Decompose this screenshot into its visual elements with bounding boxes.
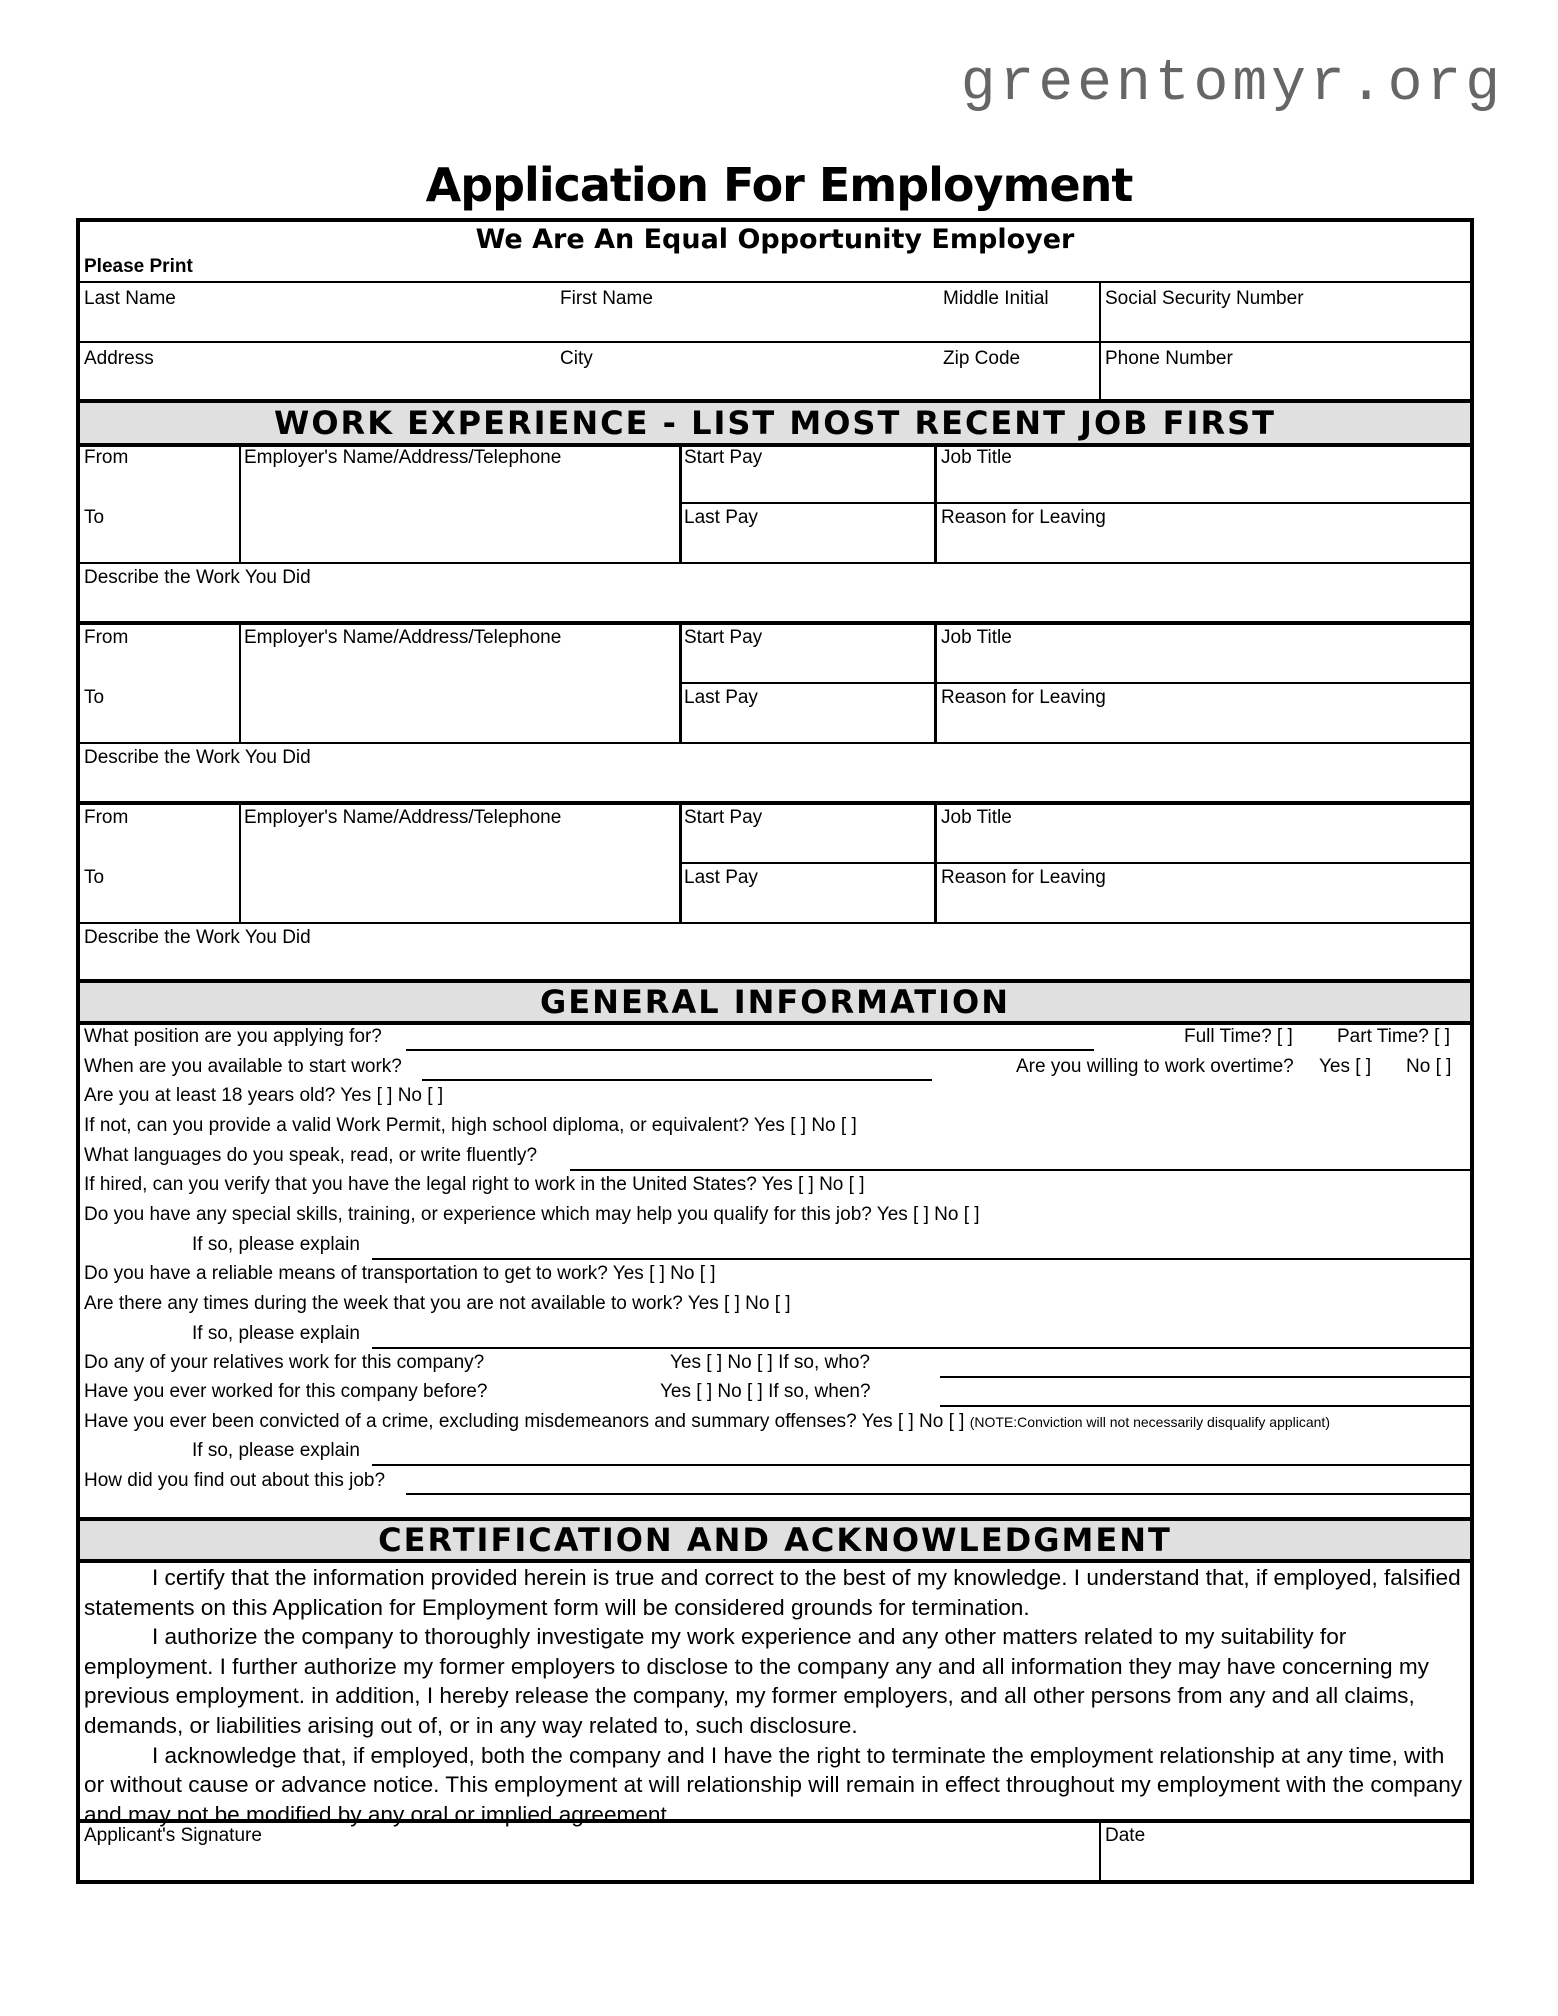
- divider: [1099, 281, 1101, 401]
- city-field[interactable]: City: [560, 348, 593, 369]
- from-field[interactable]: From: [84, 447, 129, 468]
- q-permit[interactable]: If not, can you provide a valid Work Permit, high school diploma, or equivalent? Yes [ ] No [ ]: [84, 1115, 857, 1136]
- employer-field[interactable]: Employer's Name/Address/Telephone: [244, 627, 562, 648]
- divider: [80, 562, 1470, 564]
- full-time-checkbox[interactable]: Full Time? [ ]: [1184, 1026, 1293, 1047]
- start-date-input[interactable]: [422, 1079, 932, 1081]
- start-pay-field[interactable]: Start Pay: [684, 627, 763, 648]
- from-field[interactable]: From: [84, 627, 129, 648]
- describe-work-field[interactable]: Describe the Work You Did: [84, 747, 311, 768]
- divider: [1099, 1821, 1101, 1880]
- watermark: greentomyr.org: [960, 52, 1504, 117]
- first-name-field[interactable]: First Name: [560, 288, 653, 309]
- from-field[interactable]: From: [84, 807, 129, 828]
- reason-for-leaving-field[interactable]: Reason for Leaving: [941, 687, 1106, 708]
- please-print-label: Please Print: [84, 256, 193, 277]
- divider: [80, 742, 1470, 744]
- to-field[interactable]: To: [84, 507, 105, 528]
- q-start-label: When are you available to start work?: [84, 1056, 402, 1077]
- q-relatives-label: Do any of your relatives work for this company?: [84, 1352, 485, 1373]
- middle-initial-field[interactable]: Middle Initial: [943, 288, 1049, 309]
- start-pay-field[interactable]: Start Pay: [684, 807, 763, 828]
- q-overtime-label: Are you willing to work overtime?: [1016, 1056, 1294, 1077]
- q-crime[interactable]: [84, 1411, 1330, 1433]
- divider: [80, 922, 1470, 924]
- address-field[interactable]: Address: [84, 348, 154, 369]
- job-title-field[interactable]: Job Title: [941, 807, 1012, 828]
- divider: [680, 682, 1470, 684]
- date-field[interactable]: Date: [1105, 1825, 1146, 1846]
- last-name-field[interactable]: Last Name: [84, 288, 176, 309]
- employer-field[interactable]: Employer's Name/Address/Telephone: [244, 447, 562, 468]
- ssn-field[interactable]: Social Security Number: [1105, 288, 1304, 309]
- divider: [239, 623, 241, 743]
- divider: [80, 341, 1470, 343]
- job-title-field[interactable]: Job Title: [941, 447, 1012, 468]
- job-title-field[interactable]: Job Title: [941, 627, 1012, 648]
- to-field[interactable]: To: [84, 867, 105, 888]
- q-worked-label: Have you ever worked for this company before?: [84, 1381, 488, 1402]
- part-time-checkbox[interactable]: Part Time? [ ]: [1337, 1026, 1450, 1047]
- crime-note: (NOTE:Conviction will not necessarily disqualify applicant): [969, 1414, 1330, 1430]
- worked-yes-no[interactable]: Yes [ ] No [ ] If so, when?: [660, 1381, 871, 1402]
- q-age[interactable]: Are you at least 18 years old? Yes [ ] No [ ]: [84, 1085, 444, 1106]
- application-form: [76, 218, 1474, 1884]
- q-crime-text: Have you ever been convicted of a crime, excluding misdemeanors and summary offenses? Yes [ ] No [ ]: [84, 1411, 965, 1432]
- job-block-2: [80, 623, 1470, 803]
- times-explain-label: If so, please explain: [192, 1323, 360, 1344]
- skills-explain-input[interactable]: [372, 1258, 1470, 1260]
- describe-work-field[interactable]: Describe the Work You Did: [84, 567, 311, 588]
- overtime-no-checkbox[interactable]: No [ ]: [1406, 1056, 1452, 1077]
- worked-when-input[interactable]: [940, 1405, 1470, 1407]
- job-block-3: [80, 803, 1470, 983]
- last-pay-field[interactable]: Last Pay: [684, 867, 758, 888]
- work-experience-heading: WORK EXPERIENCE - LIST MOST RECENT JOB FIRST: [80, 399, 1470, 447]
- relatives-who-input[interactable]: [940, 1376, 1470, 1378]
- reason-for-leaving-field[interactable]: Reason for Leaving: [941, 507, 1106, 528]
- certification-heading: CERTIFICATION AND ACKNOWLEDGMENT: [80, 1517, 1470, 1563]
- employer-field[interactable]: Employer's Name/Address/Telephone: [244, 807, 562, 828]
- cert-paragraph-2: I authorize the company to thoroughly investigate my work experience and any other matters related to my suitability for employment. I further authorize my former employers to disclose to the company any and all information they may have concerning my previous employment. in addition, I hereby release the company, my former employers, and all other persons from any and all claims, demands, or liabilities arising out of, or in any way related to, such disclosure.: [84, 1624, 1429, 1738]
- divider: [80, 281, 1470, 283]
- q-times[interactable]: Are there any times during the week that you are not available to work? Yes [ ] No [ ]: [84, 1293, 791, 1314]
- found-input[interactable]: [406, 1493, 1470, 1495]
- position-input[interactable]: [406, 1049, 1094, 1051]
- times-explain-input[interactable]: [372, 1347, 1470, 1349]
- phone-number-field[interactable]: Phone Number: [1105, 348, 1233, 369]
- last-pay-field[interactable]: Last Pay: [684, 687, 758, 708]
- overtime-yes-checkbox[interactable]: Yes [ ]: [1319, 1056, 1372, 1077]
- page-title: Application For Employment: [425, 158, 1133, 212]
- q-transport[interactable]: Do you have a reliable means of transportation to get to work? Yes [ ] No [ ]: [84, 1263, 716, 1284]
- zip-code-field[interactable]: Zip Code: [943, 348, 1021, 369]
- cert-paragraph-3: I acknowledge that, if employed, both the company and I have the right to terminate the employment relationship at any time, with or without cause or advance notice. This employment at will relationship will remain in effect throughout my employment with the company and may not be modified by any oral or implied agreement.: [84, 1742, 1463, 1827]
- divider: [239, 443, 241, 563]
- crime-explain-input[interactable]: [372, 1464, 1470, 1466]
- equal-opportunity-subtitle: We Are An Equal Opportunity Employer: [475, 224, 1075, 255]
- start-pay-field[interactable]: Start Pay: [684, 447, 763, 468]
- relatives-yes-no[interactable]: Yes [ ] No [ ] If so, who?: [670, 1352, 870, 1373]
- job-block-1: [80, 443, 1470, 623]
- divider: [239, 803, 241, 923]
- divider: [680, 862, 1470, 864]
- languages-input[interactable]: [570, 1169, 1470, 1171]
- last-pay-field[interactable]: Last Pay: [684, 507, 758, 528]
- divider: [680, 502, 1470, 504]
- certification-text: [84, 1563, 1466, 1829]
- to-field[interactable]: To: [84, 687, 105, 708]
- crime-explain-label: If so, please explain: [192, 1440, 360, 1461]
- skills-explain-label: If so, please explain: [192, 1234, 360, 1255]
- describe-work-field[interactable]: Describe the Work You Did: [84, 927, 311, 948]
- q-legal[interactable]: If hired, can you verify that you have the legal right to work in the United States? Yes [ ] No [ ]: [84, 1174, 865, 1195]
- cert-paragraph-1: I certify that the information provided herein is true and correct to the best of my knowledge. I understand that, if employed, falsified statements on this Application for Employment form will be considered grounds for termination.: [84, 1565, 1461, 1620]
- general-information-heading: GENERAL INFORMATION: [80, 979, 1470, 1025]
- reason-for-leaving-field[interactable]: Reason for Leaving: [941, 867, 1106, 888]
- q-found-label: How did you find out about this job?: [84, 1470, 386, 1491]
- divider: [80, 1819, 1470, 1823]
- signature-field[interactable]: Applicant's Signature: [84, 1825, 262, 1846]
- q-skills[interactable]: Do you have any special skills, training, or experience which may help you qualify for this job? Yes [ ] No [ ]: [84, 1204, 980, 1225]
- q-languages-label: What languages do you speak, read, or write fluently?: [84, 1145, 538, 1166]
- certification-section: [80, 1563, 1470, 1827]
- q-position-label: What position are you applying for?: [84, 1026, 382, 1047]
